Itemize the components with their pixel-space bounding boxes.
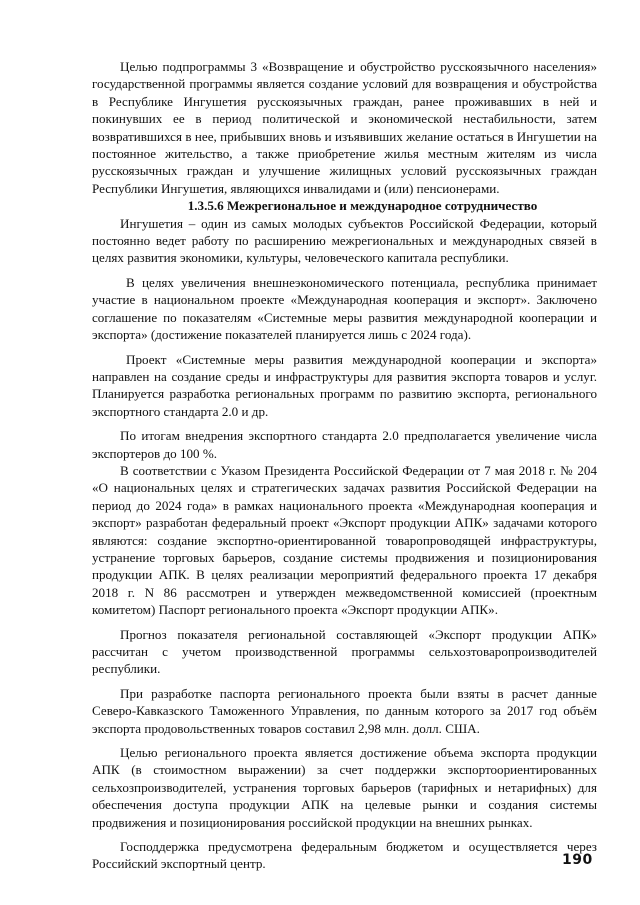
paragraph-project-goal: Целью регионального проекта является достижение объема экспорта продукции АПК (в стоимостном выражении) за счет поддержки экспортоориентированных сельхозпроизводителей, устранения торговых барьеров (тарифных и нетарифных) для обеспечения доступа продукции АПК на целевые рынки и создания системы продвижения и позиционирования российской продукции на внешних рынках. [92,745,597,830]
paragraph-systemic-measures: Проект «Системные меры развития международной кооперации и экспорта» направлен на создание среды и инфраструктуры для развития экспорта товаров и услуг. Планируется разработка региональных программ по развитию экспорта, регионального экспортного стандарта 2.0 и др. [92,351,597,419]
paragraph-presidential-decree: В соответствии с Указом Президента Российской Федерации от 7 мая 2018 г. № 204 «О национальных целях и стратегических задачах развития Российской Федерации на период до 2024 года» в рамках национального проекта «Международная кооперация и экспорт» разработан федеральный проект «Экспорт продукции АПК» задачами которого являются: создание экспортно-ориентированной товаропроводящей инфраструктуры, устранение торговых барьеров, создание системы продвижения и позиционирования продукции АПК. В целях реализации мероприятий федерального проекта 17 декабря 2018 г. N 86 рассмотрен и утвержден межведомственной комиссией (проектным комитетом) Паспорт регионального проекта «Экспорт продукции АПК». [92,462,597,618]
paragraph-national-project: В целях увеличения внешнеэкономического потенциала, республика принимает участие в национальном проекте «Международная кооперация и экспорт». Заключено соглашение по показателям «Системные меры развития международной кооперации и экспорта» (достижение показателей планируется лишь с 2024 года). [92,274,597,343]
document-page [92,58,597,873]
paragraph-subprogram-goal: Целью подпрограммы 3 «Возвращение и обустройство русскоязычного населения» государственной программы является создание условий для возвращения и обустройства в Республике Ингушетия русскоязычных граждан, ранее проживавших в ней и покинувших ее в период политической и экономической нестабильности, затем возвратившихся в нее, прибывших вновь и изъявивших желание остаться в Ингушетии на постоянное жительство, а также приобретение жилья местным жителям из числа русскоязычных граждан и улучшение жилищных условий русскоязычных граждан Республики Ингушетия, являющихся инвалидами и (или) пенсионерами. [92,59,597,196]
paragraph-customs-data: При разработке паспорта регионального проекта были взяты в расчет данные Северо-Кавказского Таможенного Управления, по данным которого за 2017 год объём экспорта продовольственных товаров составил 2,98 млн. долл. США. [92,685,597,736]
paragraph-ingushetia-intro: Ингушетия – один из самых молодых субъектов Российской Федерации, который постоянно ведет работу по расширению межрегиональных и международных связей в целях развития экономики, культуры, человеческого капитала республики. [92,215,597,266]
section-heading: 1.3.5.6 Межрегиональное и международное сотрудничество [187,198,538,214]
page-number: 190 [562,852,593,868]
paragraph-state-support: Господдержка предусмотрена федеральным бюджетом и осуществляется через Российский экспортный центр. [92,839,597,872]
paragraph-export-standard: По итогам внедрения экспортного стандарта 2.0 предполагается увеличение числа экспортеров до 100 %. [92,428,597,461]
paragraph-forecast: Прогноз показателя региональной составляющей «Экспорт продукции АПК» рассчитан с учетом производственной программы сельхозтоваропроизводителей республики. [92,626,597,677]
